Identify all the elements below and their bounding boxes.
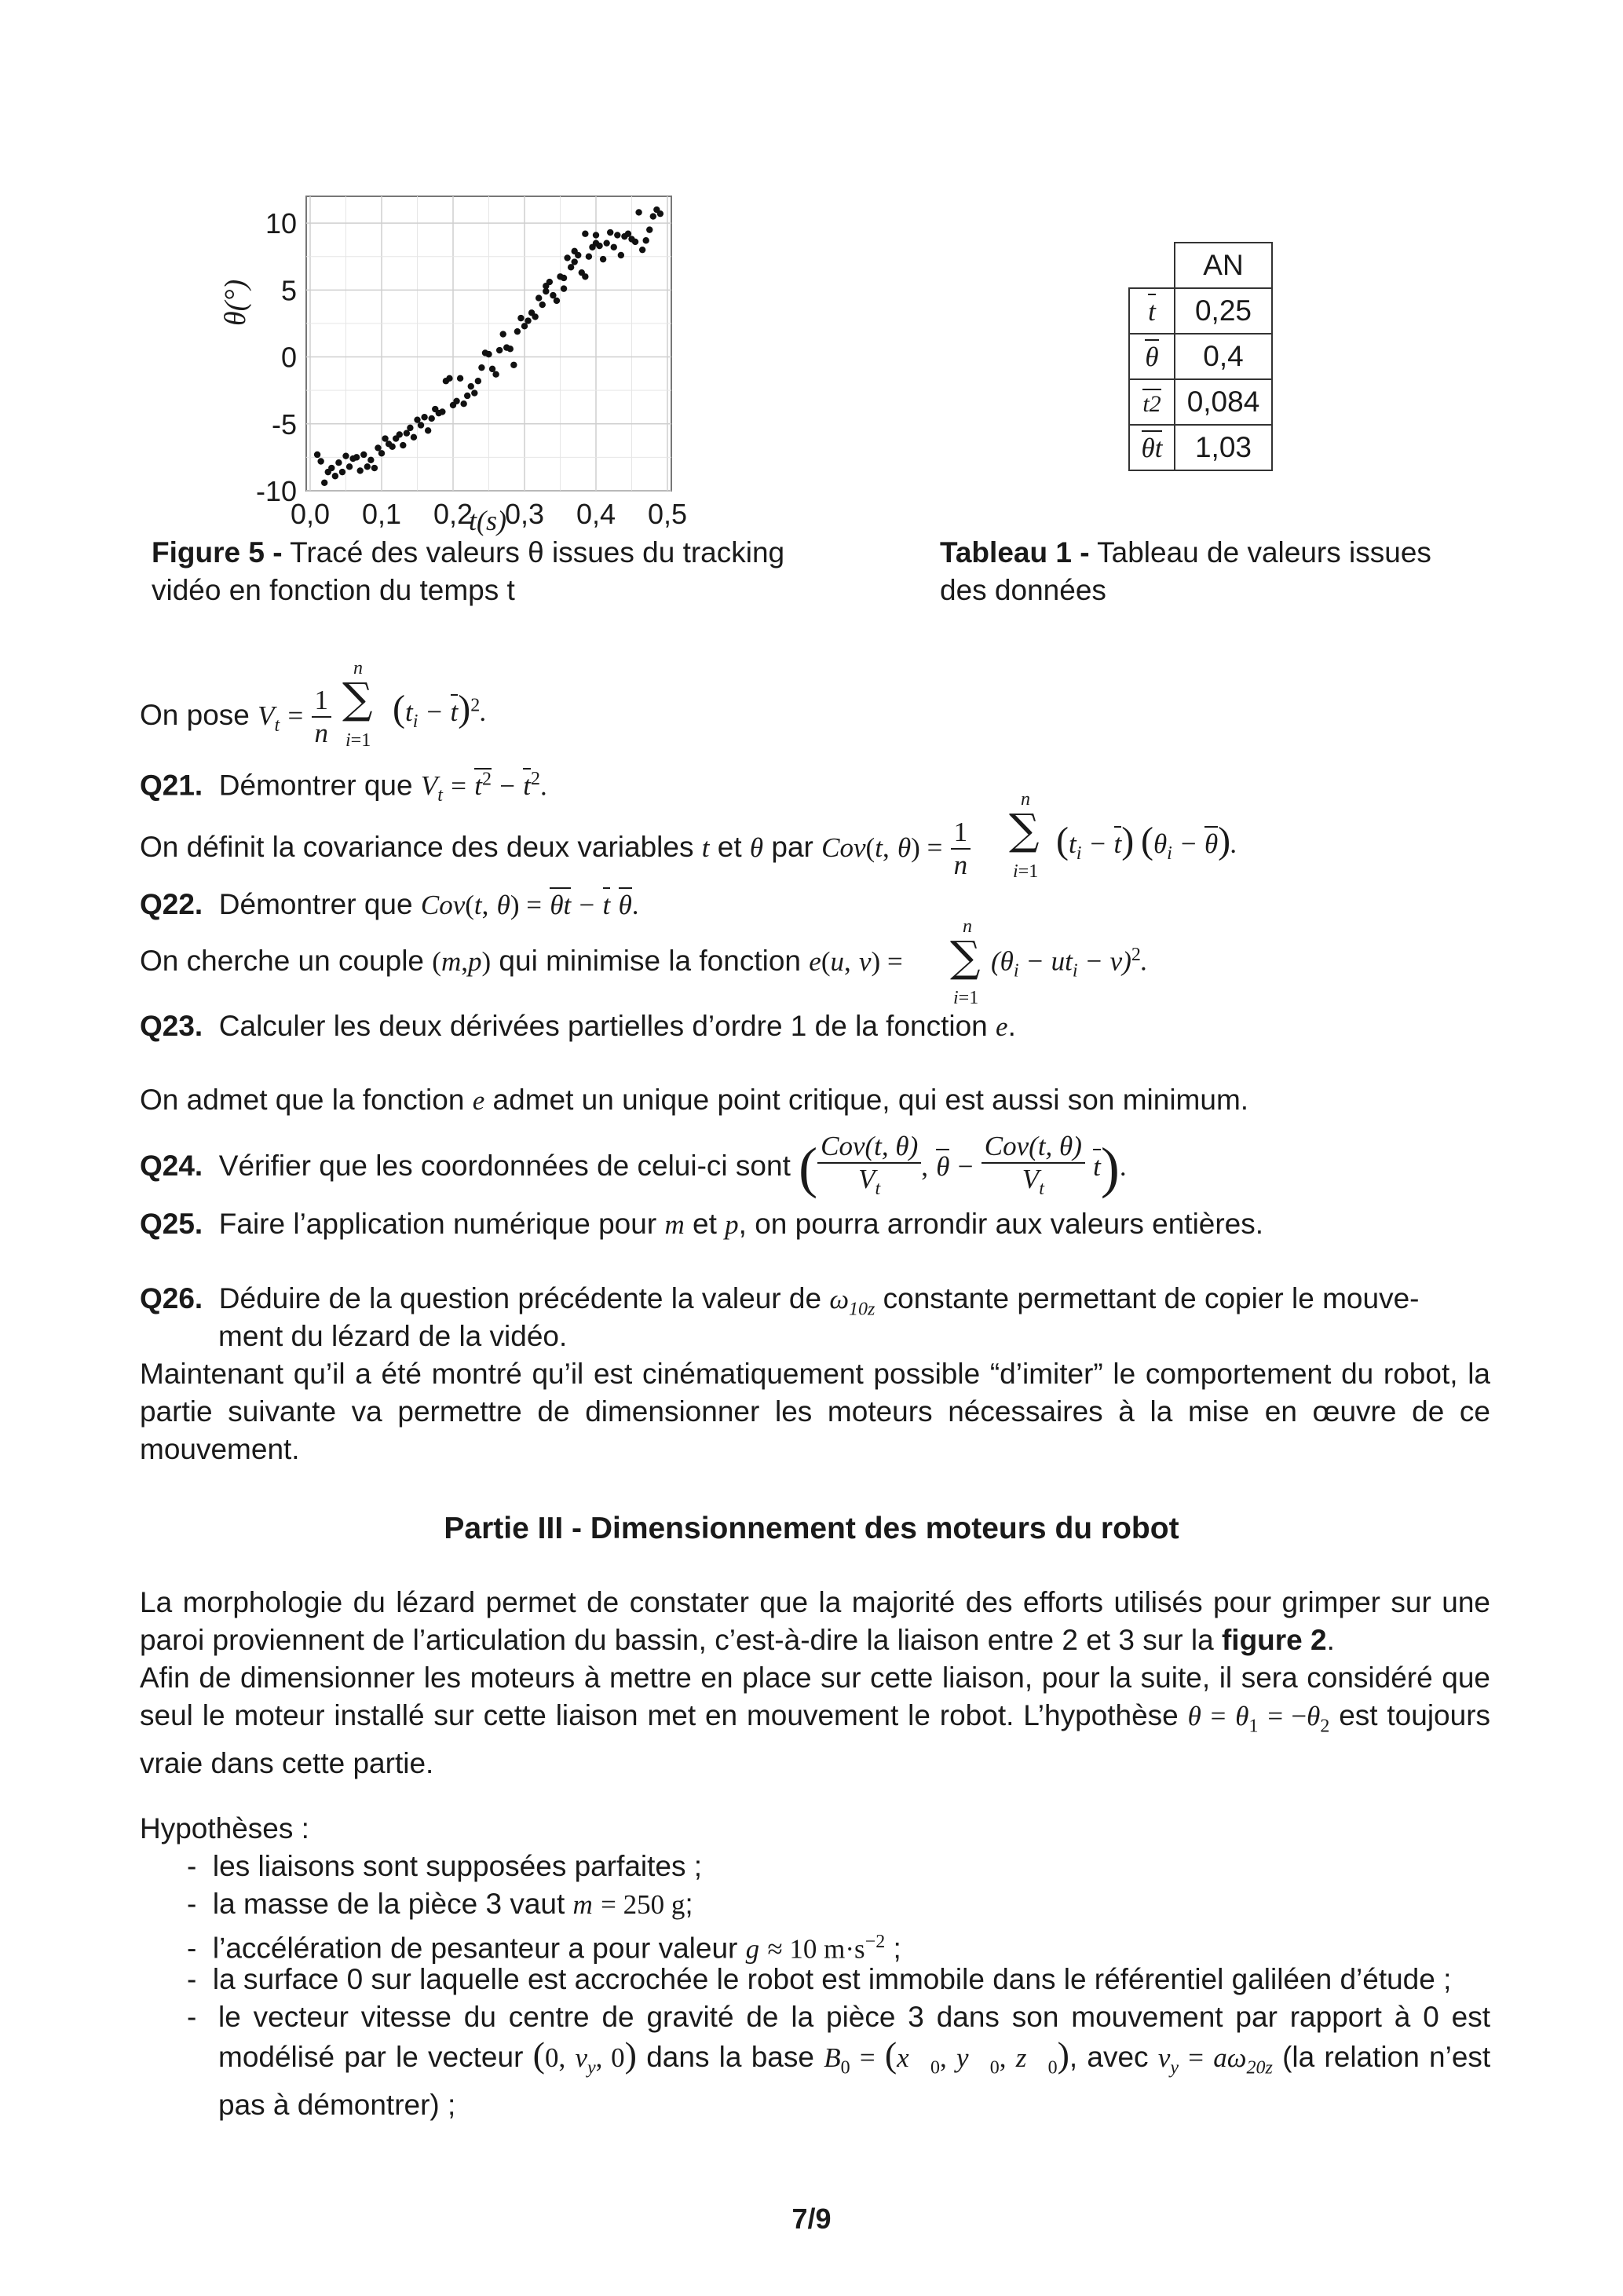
y-tick-label: -10 [255, 475, 297, 507]
data-point [639, 247, 645, 253]
data-point [564, 254, 570, 261]
data-point [332, 473, 338, 479]
covariance-expression: $(t_i - t) (\theta_i - \theta)$. [1056, 820, 1237, 864]
question-text: Démontrer que [218, 769, 413, 802]
question-text: Calculer les deux dérivées partielles d’ordre 1 de la fonction [218, 1010, 988, 1042]
question-text: Démontrer que [218, 888, 413, 920]
question-q26-continued [218, 1318, 567, 1355]
data-point [650, 213, 656, 219]
data-point [517, 315, 524, 321]
text: l’accélération de pesanteur a pour valeur [212, 1932, 738, 1965]
data-point [586, 254, 592, 260]
y-tick-label: 5 [280, 274, 297, 307]
data-point [407, 425, 413, 431]
data-point [446, 375, 452, 382]
section-title: Partie III - Dimensionnement des moteurs du robot [444, 1512, 1179, 1545]
data-point [378, 450, 385, 456]
question-q21: Q21. Démontrer que $V_t = t^2 - t^2$. [140, 769, 547, 806]
sum-symbol: n [1021, 789, 1030, 810]
sum-index: i=1 [953, 988, 979, 1008]
text: , avec [1069, 2041, 1149, 2073]
table-row [1129, 379, 1272, 425]
data-point [561, 285, 567, 291]
table-row [1129, 425, 1272, 470]
data-point [614, 232, 620, 238]
sum-symbol: n [963, 916, 972, 937]
text: On pose [140, 698, 250, 731]
x-axis-label: t(s) [469, 505, 506, 536]
y-tick-label: 0 [280, 341, 297, 374]
data-point [464, 393, 470, 399]
text: Afin de dimensionner les moteurs à mettre en place sur cette liaison, pour la suite, il sera considéré que seul le moteur installé sur cette liaison met en mouvement le robot. L’hypothèse [140, 1662, 1490, 1731]
table-header: AN [1175, 243, 1272, 288]
x-tick-label: 0,5 [647, 498, 688, 530]
data-point [471, 389, 477, 396]
function-e-expression: $(\theta_i - ut_i - v)^2$. [991, 945, 1148, 982]
text: On définit la covariance des deux variables [140, 830, 694, 863]
figure-caption-text: Tracé des valeurs θ issues du tracking [290, 536, 785, 569]
data-point [421, 414, 427, 420]
data-point [532, 313, 538, 320]
data-point [543, 283, 549, 289]
data-point [632, 239, 638, 245]
data-point [439, 408, 445, 415]
transition-paragraph: Maintenant qu’il a été montré qu’il est cinématiquement possible “d’imiter” le comportement du robot, la partie suivante va permettre de dimensionner les moteurs nécessaires à la mise en œuvre de ce mouvement. [140, 1358, 1490, 1465]
data-point [425, 427, 431, 433]
definition-vt: On pose $V_t$ = $\frac{1}{n}$ [140, 685, 331, 749]
data-point [418, 422, 424, 428]
table-value: 0,25 [1175, 288, 1272, 334]
text: , on pourra arrondir aux valeurs entières. [738, 1208, 1264, 1240]
question-label: Q26. [140, 1282, 203, 1314]
table-symbol: θt [1142, 430, 1163, 463]
data-point [607, 229, 613, 236]
hypotheses-title: Hypothèses : [140, 1812, 309, 1844]
y-tick-label: -5 [271, 408, 297, 441]
list-item: - l’accélération de pesanteur a pour valeur g ≈ 10 $m\cdot s^{-2}$ ; [187, 1932, 901, 1965]
table-value: 0,084 [1175, 379, 1272, 425]
text: La morphologie du lézard permet de constater que la majorité des efforts utilisés pour grimper sur une paroi proviennent de l’articulation du bassin, c’est-à-dire la liaison entre 2 et 3 sur la [140, 1586, 1490, 1656]
data-point [468, 383, 474, 389]
data-point [457, 375, 463, 382]
data-point [536, 294, 542, 301]
text: la surface 0 sur laquelle est accrochée le robot est immobile dans le référentiel galiléen d’étude ; [212, 1963, 1452, 1995]
text: et [717, 830, 742, 863]
text: On admet que la fonction [140, 1084, 465, 1116]
hypothesis-paragraph: Afin de dimensionner les moteurs à mettre en place sur cette liaison, pour la suite, il sera considéré que seul le moteur installé sur cette liaison met en mouvement le robot. L’hypothèse $\theta = \theta_1 = -\theta_2$ est toujours vraie dans cette partie. [140, 1662, 1491, 1780]
table-value: 0,4 [1175, 334, 1272, 379]
data-point [357, 467, 364, 473]
data-point [342, 452, 349, 459]
figure-caption [152, 534, 831, 609]
text: le vecteur vitesse du centre de gravité de la pièce 3 dans son mouvement par rapport à 0 est modélisé par le vecteur [218, 2001, 1490, 2073]
data-point [367, 457, 374, 463]
list-item: - la surface 0 sur laquelle est accrochée le robot est immobile dans le référentiel galiléen d’étude ; [187, 1963, 1452, 1995]
text: est toujours vraie dans cette partie. [140, 1699, 1491, 1780]
text: admet un unique point critique, qui est aussi son minimum. [492, 1084, 1249, 1116]
table-symbol: t [1148, 294, 1156, 327]
question-q26: Q26. Déduire de la question précédente la valeur de $\omega_{10z}$ constante permettant de copier le mouve- [140, 1282, 1420, 1320]
question-q22: Q22. Démontrer que Cov(t, θ) = θt − t θ. [140, 888, 639, 920]
data-point [328, 465, 334, 471]
data-point [485, 351, 492, 357]
figure-caption-label: Figure 5 - [152, 536, 283, 569]
list-item: - la masse de la pièce 3 vaut m = 250 g; [187, 1888, 693, 1920]
data-point [411, 434, 417, 441]
question-text: constante permettant de copier le mouve- [883, 1282, 1420, 1314]
data-point [572, 248, 578, 254]
table-caption-label: Tableau 1 - [940, 536, 1090, 569]
data-point [572, 258, 578, 265]
function-e-definition: On cherche un couple (m,p) qui minimise la fonction e(u, v) = [140, 945, 903, 977]
data-point [321, 480, 327, 486]
data-point [346, 463, 353, 470]
table-symbol: θ [1145, 339, 1158, 372]
data-point [582, 231, 588, 237]
data-point [389, 444, 395, 450]
sum-symbol: ∑ [342, 674, 373, 723]
question-label: Q25. [140, 1208, 203, 1240]
data-point [496, 347, 503, 353]
text: et [693, 1208, 717, 1240]
y-tick-label: 10 [265, 207, 297, 240]
table-row [1129, 334, 1272, 379]
data-point [554, 298, 560, 304]
data-point [317, 458, 324, 464]
sum-symbol: n [353, 658, 363, 678]
paragraph: On admet que la fonction e admet un unique point critique, qui est aussi son minimum. [140, 1084, 1249, 1116]
text: la masse de la pièce 3 vaut [212, 1888, 565, 1920]
data-point [492, 371, 499, 378]
data-point [339, 469, 345, 475]
sum-symbol: ∑ [1009, 805, 1040, 854]
question-label: Q22. [140, 888, 203, 920]
table-symbol: t2 [1142, 389, 1161, 417]
data-point [314, 452, 320, 458]
data-point [397, 431, 403, 437]
data-point [657, 210, 663, 217]
data-point [460, 400, 466, 407]
x-tick-label: 0,3 [504, 498, 545, 530]
text: (la relation n’est pas à démontrer) ; [218, 2041, 1491, 2122]
data-point [371, 465, 378, 471]
question-label: Q24. [140, 1149, 203, 1182]
sum-index: i=1 [345, 730, 371, 751]
table-caption-text: Tableau de valeurs issues [1097, 536, 1431, 569]
data-point [335, 459, 342, 466]
data-point [429, 415, 435, 422]
question-text: Vérifier que les coordonnées de celui-ci sont [218, 1149, 791, 1182]
data-point [561, 275, 567, 281]
data-point [453, 398, 459, 404]
morphology-paragraph: La morphologie du lézard permet de constater que la majorité des efforts utilisés pour grimper sur une paroi proviennent de l’articulation du bassin, c’est-à-dire la liaison entre 2 et 3 sur la figure 2. [140, 1586, 1490, 1656]
page-number: 7/9 [791, 2203, 832, 2235]
data-point [600, 256, 606, 262]
data-point [525, 317, 531, 324]
data-point [643, 237, 649, 243]
question-label: Q21. [140, 769, 203, 802]
data-point [539, 302, 546, 308]
text: qui minimise la fonction [499, 945, 801, 977]
data-point [500, 331, 506, 337]
question-q23: Q23. Calculer les deux dérivées partielles d’ordre 1 de la fonction e. [140, 1010, 1016, 1042]
table-value: 1,03 [1175, 425, 1272, 470]
data-point [582, 273, 588, 280]
text: On cherche un couple [140, 945, 425, 977]
scatter-chart [118, 188, 699, 534]
data-point [611, 244, 617, 250]
text: les liaisons sont supposées parfaites ; [212, 1850, 703, 1882]
list-item: - les liaisons sont supposées parfaites ; [187, 1850, 703, 1882]
data-point [507, 345, 514, 352]
vt-expression: $(t_i - t)^2$. [393, 688, 487, 732]
text: par [771, 830, 813, 863]
data-point [593, 232, 599, 238]
question-text: Faire l’application numérique pour [218, 1208, 657, 1240]
covariance-definition: On définit la covariance des deux variables t et θ par Cov(t, θ) = $\frac{1}{n}$ [140, 817, 971, 881]
x-tick-label: 0,4 [576, 498, 616, 530]
data-point [514, 328, 521, 335]
question-text: Déduire de la question précédente la valeur de [218, 1282, 822, 1314]
figure-reference: figure 2 [1221, 1624, 1327, 1656]
data-point [603, 239, 609, 246]
y-axis-label: θ(°) [219, 279, 252, 326]
question-text: ment du lézard de la vidéo. [218, 1320, 568, 1352]
data-point [360, 452, 367, 458]
data-point [478, 364, 484, 371]
table-header-row [1129, 243, 1272, 288]
question-label: Q23. [140, 1010, 203, 1042]
data-point [400, 442, 406, 448]
data-point [475, 378, 481, 384]
data-point [646, 226, 652, 232]
x-tick-label: 0,0 [290, 498, 331, 530]
x-tick-label: 0,2 [433, 498, 473, 530]
table-row [1129, 288, 1272, 334]
figure-caption-text-2: vidéo en fonction du temps t [152, 574, 515, 606]
question-q24: Q24. Vérifier que les coordonnées de celui-ci sont ( $\frac{\text{Cov(t, θ)}}{V_t}$ , θ − $\frac{\text{Cov(t, θ)}}{V_t}$ t). [140, 1131, 1127, 1199]
data-point [364, 463, 371, 470]
table-caption-text-2: des données [940, 574, 1106, 606]
data-table [1128, 242, 1273, 471]
table-caption [940, 534, 1482, 609]
data-point [510, 362, 517, 368]
data-point [596, 243, 602, 249]
sum-index: i=1 [1013, 861, 1039, 882]
question-q25: Q25. Faire l’application numérique pour m et p, on pourra arrondir aux valeurs entières. [140, 1208, 1264, 1240]
text: dans la base [646, 2041, 814, 2073]
data-point [618, 252, 624, 258]
data-point [353, 454, 360, 460]
sum-symbol: ∑ [950, 932, 981, 982]
data-point [635, 209, 642, 215]
x-tick-label: 0,1 [361, 498, 402, 530]
